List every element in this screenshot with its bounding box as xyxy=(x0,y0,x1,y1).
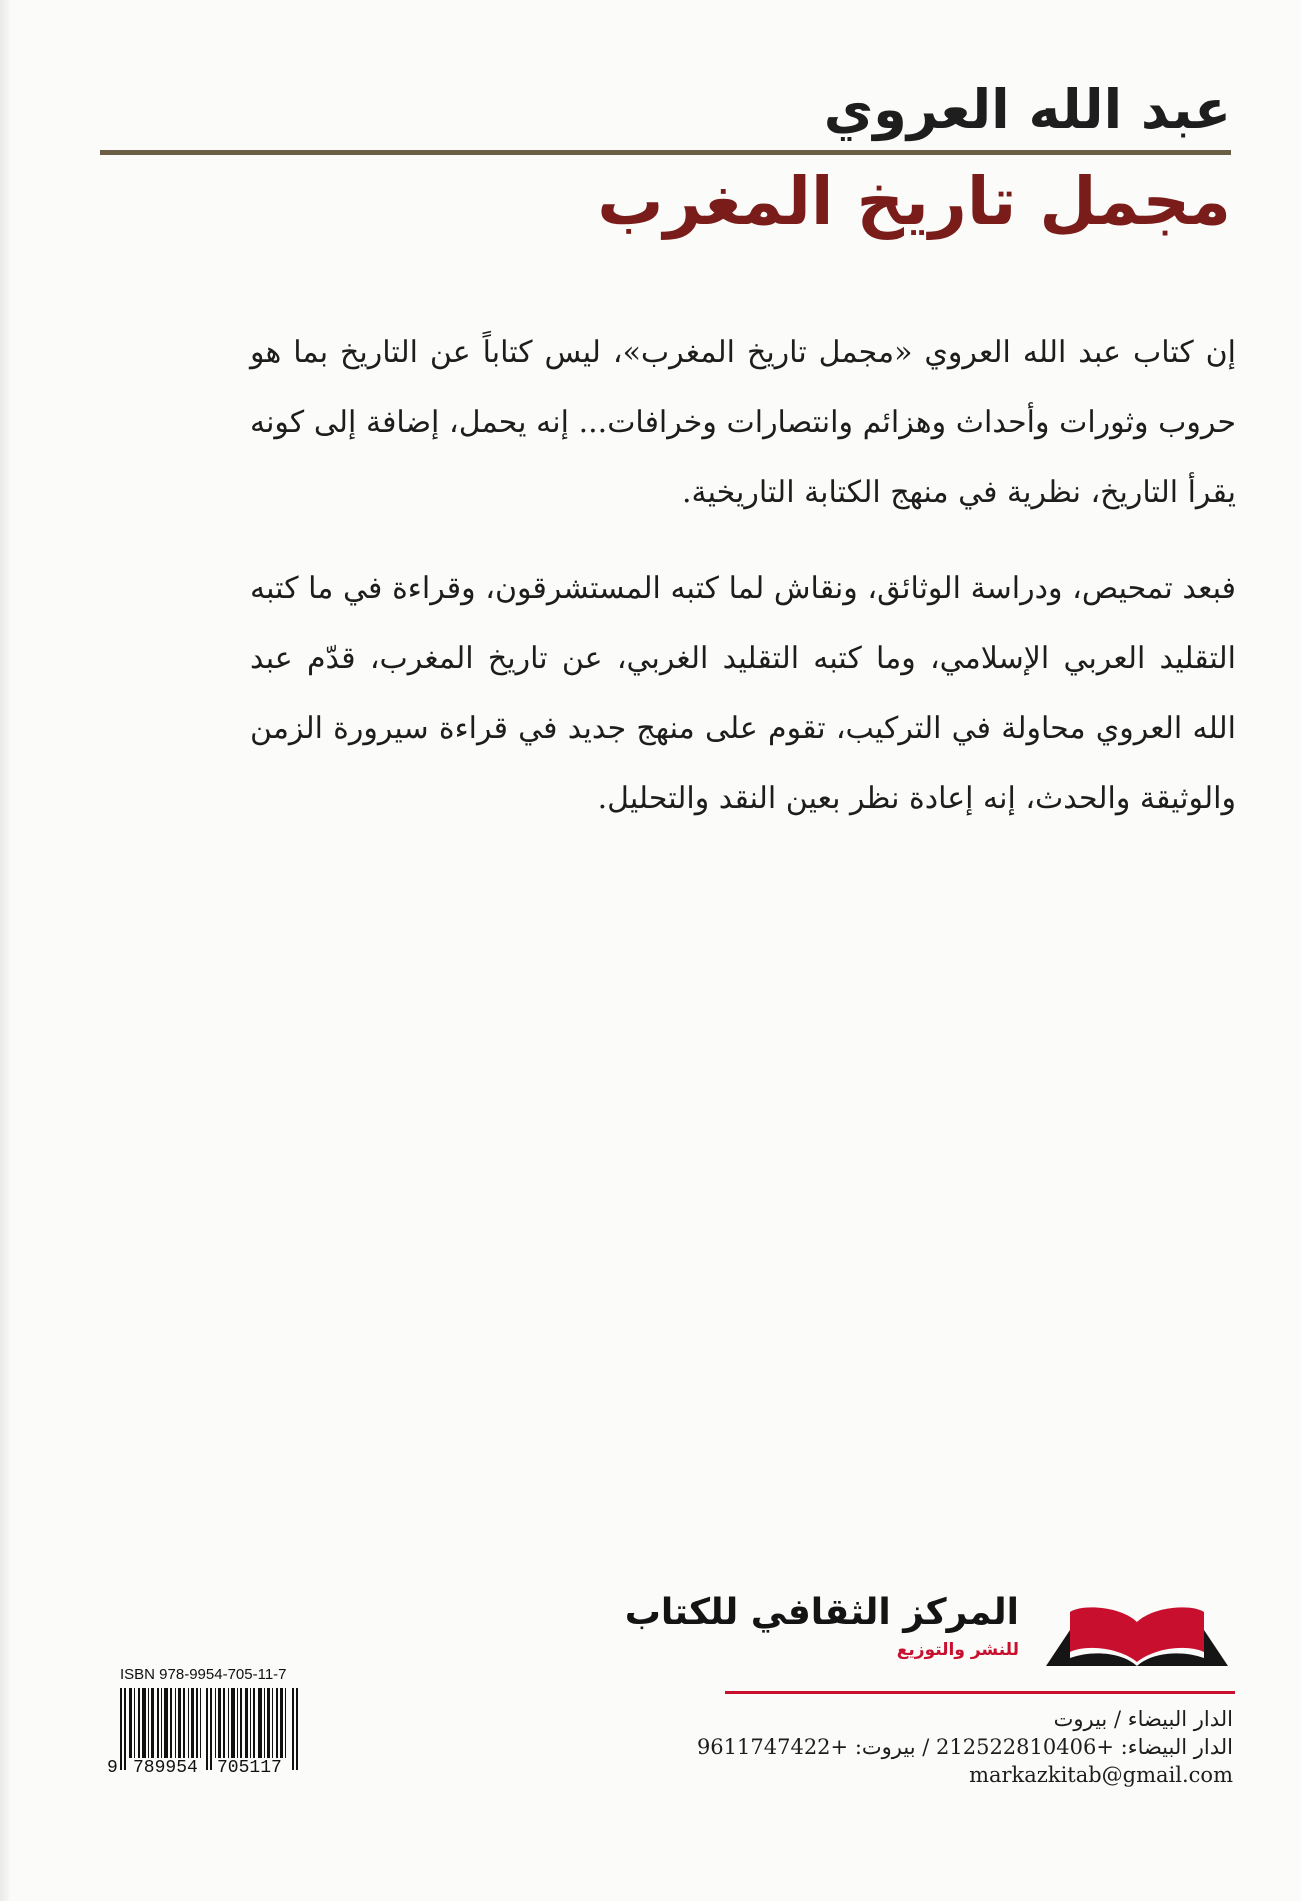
author-name: عبد الله العروي xyxy=(823,78,1231,141)
spine-edge xyxy=(0,0,10,1901)
barcode-digits-left: 789954 xyxy=(133,1758,198,1778)
blurb-paragraph: فبعد تمحيص، ودراسة الوثائق، ونقاش لما كتبه المستشرقون، وقراءة في ما كتبه التقليد العربي الإسلامي، وما كتبه التقليد الغربي، عن تاريخ المغرب، قدّم عبد الله العروي محاولة في التركيب، تقوم على منهج جديد في قراءة سيرورة الزمن والوثيقة والحدث، إنه إعادة نظر بعين النقد والتحليل. xyxy=(250,571,1236,816)
barcode-digits xyxy=(106,1758,302,1784)
publisher-cities: الدار البيضاء / بيروت xyxy=(1053,1707,1233,1731)
barcode-digit-lead: 9 xyxy=(107,1758,118,1778)
publisher-email: markazkitab@gmail.com xyxy=(969,1763,1233,1787)
open-book-icon xyxy=(1042,1600,1232,1670)
isbn-label: ISBN 978-9954-705-11-7 xyxy=(120,1666,287,1683)
book-title: مجمل تاريخ المغرب xyxy=(597,163,1231,240)
publisher-subtitle: للنشر والتوزيع xyxy=(896,1640,1019,1660)
barcode-digits-right: 705117 xyxy=(217,1758,282,1778)
publisher-phones: الدار البيضاء: +212522810406 / بيروت: +9611747422 xyxy=(696,1735,1233,1759)
blurb-paragraph: إن كتاب عبد الله العروي «مجمل تاريخ المغرب»، ليس كتاباً عن التاريخ بما هو حروب وثورات وأحداث وهزائم وانتصارات وخرافات... إنه يحمل، إضافة إلى كونه يقرأ التاريخ، نظرية في منهج الكتابة التاريخية. xyxy=(250,335,1236,510)
header-rule xyxy=(100,150,1231,155)
publisher-name: المركز الثقافي للكتاب xyxy=(624,1592,1019,1633)
blurb xyxy=(250,318,1236,860)
publisher-rule xyxy=(725,1691,1235,1694)
